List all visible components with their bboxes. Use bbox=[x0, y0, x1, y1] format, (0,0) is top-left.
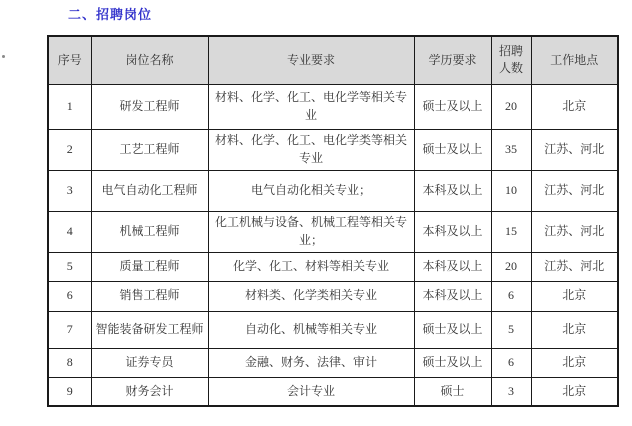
cell-position: 智能装备研发工程师 bbox=[91, 311, 208, 348]
cell-position: 研发工程师 bbox=[91, 84, 208, 129]
recruitment-positions-table bbox=[47, 35, 619, 407]
cell-no: 4 bbox=[48, 211, 91, 252]
cell-location: 江苏、河北 bbox=[531, 211, 618, 252]
cell-position: 销售工程师 bbox=[91, 281, 208, 311]
cell-major: 电气自动化相关专业； bbox=[208, 170, 414, 211]
cell-no: 8 bbox=[48, 348, 91, 377]
cell-education: 本科及以上 bbox=[414, 211, 491, 252]
cell-education: 本科及以上 bbox=[414, 170, 491, 211]
section-title: 二、招聘岗位 bbox=[68, 7, 153, 22]
cell-count: 3 bbox=[491, 377, 531, 406]
cell-count: 20 bbox=[491, 252, 531, 281]
cell-no: 7 bbox=[48, 311, 91, 348]
cell-count: 6 bbox=[491, 348, 531, 377]
cell-education: 本科及以上 bbox=[414, 252, 491, 281]
cell-location: 北京 bbox=[531, 348, 618, 377]
cell-education: 硕士及以上 bbox=[414, 311, 491, 348]
cell-location: 北京 bbox=[531, 377, 618, 406]
cell-no: 3 bbox=[48, 170, 91, 211]
table-row bbox=[48, 170, 618, 211]
header-location: 工作地点 bbox=[531, 36, 618, 84]
table-row bbox=[48, 252, 618, 281]
table-row bbox=[48, 84, 618, 129]
cell-count: 10 bbox=[491, 170, 531, 211]
header-major: 专业要求 bbox=[208, 36, 414, 84]
cell-position: 工艺工程师 bbox=[91, 129, 208, 170]
table-row bbox=[48, 311, 618, 348]
cell-education: 硕士及以上 bbox=[414, 129, 491, 170]
cell-education: 硕士 bbox=[414, 377, 491, 406]
cell-position: 财务会计 bbox=[91, 377, 208, 406]
cell-major: 金融、财务、法律、审计 bbox=[208, 348, 414, 377]
cell-no: 6 bbox=[48, 281, 91, 311]
header-education: 学历要求 bbox=[414, 36, 491, 84]
cell-position: 机械工程师 bbox=[91, 211, 208, 252]
cell-major: 材料、化学、化工、电化学类等相关专业 bbox=[208, 129, 414, 170]
table-header-row bbox=[48, 36, 618, 84]
cell-count: 6 bbox=[491, 281, 531, 311]
cell-major: 化工机械与设备、机械工程等相关专业； bbox=[208, 211, 414, 252]
cell-education: 硕士及以上 bbox=[414, 348, 491, 377]
cell-major: 材料类、化学类相关专业 bbox=[208, 281, 414, 311]
header-no: 序号 bbox=[48, 36, 91, 84]
cell-position: 证券专员 bbox=[91, 348, 208, 377]
cell-location: 北京 bbox=[531, 84, 618, 129]
cell-major: 会计专业 bbox=[208, 377, 414, 406]
cell-no: 2 bbox=[48, 129, 91, 170]
table-row bbox=[48, 211, 618, 252]
cell-no: 1 bbox=[48, 84, 91, 129]
header-count: 招聘人数 bbox=[491, 36, 531, 84]
cell-major: 自动化、机械等相关专业 bbox=[208, 311, 414, 348]
cell-no: 9 bbox=[48, 377, 91, 406]
cell-major: 化学、化工、材料等相关专业 bbox=[208, 252, 414, 281]
cell-location: 北京 bbox=[531, 311, 618, 348]
cell-count: 20 bbox=[491, 84, 531, 129]
cell-count: 15 bbox=[491, 211, 531, 252]
cell-location: 江苏、河北 bbox=[531, 129, 618, 170]
cell-count: 5 bbox=[491, 311, 531, 348]
cell-location: 江苏、河北 bbox=[531, 170, 618, 211]
cell-education: 硕士及以上 bbox=[414, 84, 491, 129]
cell-no: 5 bbox=[48, 252, 91, 281]
table-row bbox=[48, 377, 618, 406]
margin-stray-dot bbox=[2, 55, 5, 58]
cell-position: 电气自动化工程师 bbox=[91, 170, 208, 211]
cell-major: 材料、化学、化工、电化学等相关专业 bbox=[208, 84, 414, 129]
cell-position: 质量工程师 bbox=[91, 252, 208, 281]
cell-location: 北京 bbox=[531, 281, 618, 311]
table-row bbox=[48, 281, 618, 311]
cell-location: 江苏、河北 bbox=[531, 252, 618, 281]
cell-education: 本科及以上 bbox=[414, 281, 491, 311]
table-row bbox=[48, 348, 618, 377]
cell-count: 35 bbox=[491, 129, 531, 170]
header-position: 岗位名称 bbox=[91, 36, 208, 84]
table-row bbox=[48, 129, 618, 170]
